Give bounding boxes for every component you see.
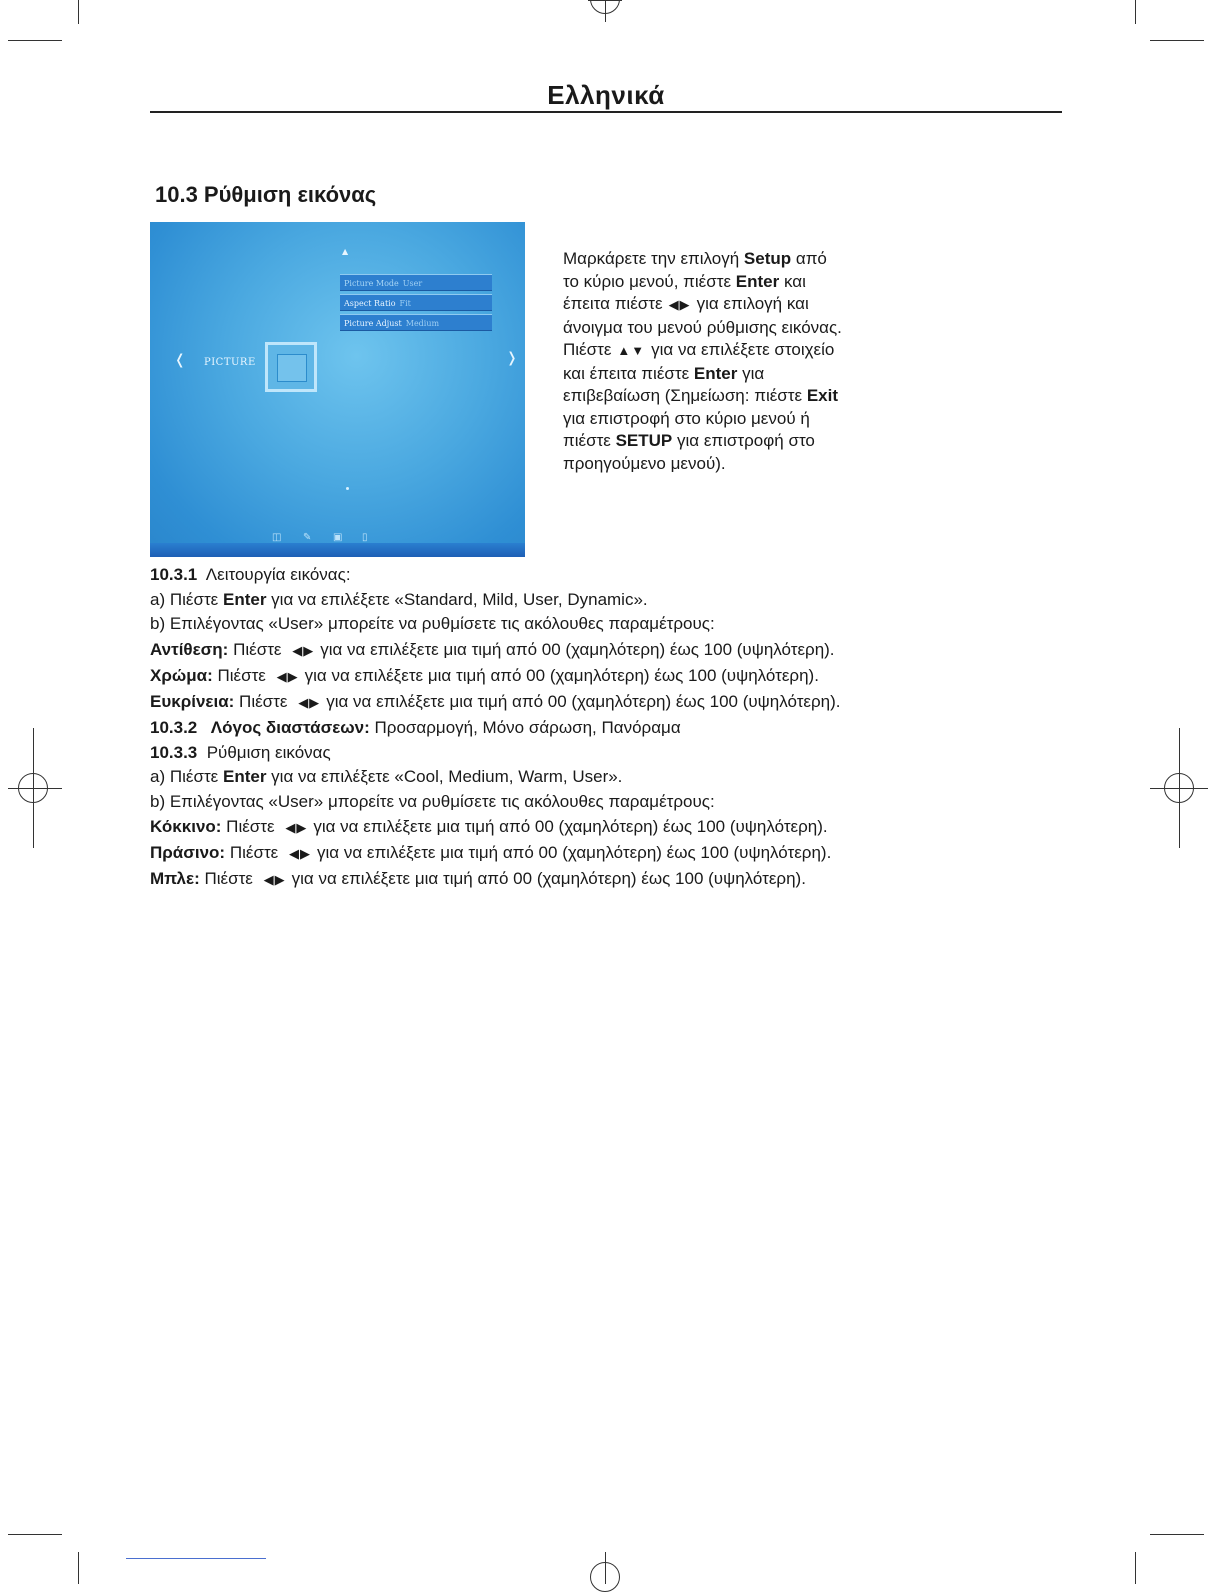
registration-mark: [18, 773, 48, 803]
crop-mark: [1135, 1552, 1136, 1584]
bottom-icon: ✎: [303, 532, 312, 543]
bottom-icon: ◫: [272, 532, 282, 543]
crop-mark: [78, 1552, 79, 1584]
crop-mark: [1135, 0, 1136, 24]
bottom-icon: ▯: [362, 532, 368, 543]
left-right-arrows-icon: ◀▶: [298, 694, 321, 710]
menu-item-picture-mode: Picture Mode User: [340, 274, 492, 291]
screen-dot: [346, 487, 349, 490]
left-right-arrows-icon: ◀▶: [285, 820, 308, 835]
registration-mark: [590, 0, 620, 14]
registration-mark: [590, 1562, 620, 1592]
crop-mark: [588, 0, 622, 1]
section-title: 10.3 Ρύθμιση εικόνας: [155, 182, 377, 207]
picture-label: PICTURE: [204, 357, 256, 368]
registration-mark: [1164, 773, 1194, 803]
sharpness-line: Ευκρίνεια: Πιέστε ◀▶ για να επιλέξετε μια τιμή από 00 (χαμηλότερη) έως 100 (υψηλότερη).: [150, 691, 841, 711]
crop-mark: [8, 40, 62, 41]
screen-bottom-bar: [150, 543, 525, 557]
left-right-arrows-icon: ◀▶: [292, 642, 315, 658]
left-right-arrows-icon: ◀▶: [668, 297, 691, 312]
tv-menu-screenshot: [150, 222, 525, 557]
green-line: Πράσινο: Πιέστε ◀▶ για να επιλέξετε μια τιμή από 00 (χαμηλότερη) έως 100 (υψηλότερη).: [150, 843, 832, 862]
header-rule: [150, 111, 1062, 113]
crop-mark: [78, 0, 79, 24]
instruction-paragraph: Μαρκάρετε την επιλογή Setup από το κύριο μενού, πιέστε Enter και έπειτα πιέστε ◀▶ για επιλογή και άνοιγμα του μενού ρύθμισης εικόνας. Πιέστε ▲▼ για να επιλέξετε στοιχείο και έπειτα πιέστε Enter για επιβεβαίωση (Σημείωση: πιέστε Exit για επιστροφή στο κύριο μενού ή πιέστε SETUP για επιστροφή στο προηγούμενο μενού).: [563, 249, 842, 473]
left-arrow-icon: ❬: [174, 352, 186, 368]
blue-line: Μπλε: Πιέστε ◀▶ για να επιλέξετε μια τιμή από 00 (χαμηλότερη) έως 100 (υψηλότερη).: [150, 869, 806, 888]
settings-description: 10.3.1 Λειτουργία εικόνας: a) Πιέστε Enter για να επιλέξετε «Standard, Mild, User, Dynamic». b) Επιλέγοντας «User» μπορείτε να ρυθμίσετε τις ακόλουθες παραμέτρους: Αντίθεση: Πιέστε ◀▶ για να επιλέξετε μια τιμή από 00 (χαμηλότερη) έως 100 (υψηλότερη). Χρώμα: Πιέστε ◀▶ για να επιλέξετε μια τιμή από 00 (χαμηλότερη) έως 100 (υψηλότερη). Ευκρίνεια: Πιέστε ◀▶ για να επιλέξετε μια τιμή από 00 (χαμηλότερη) έως 100 (υψηλότερη). 10.3.2 Λόγος διαστάσεων: Προσαρμογή, Μόνο σάρωση, Πανόραμα 10.3.3 Ρύθμιση εικόνας a) Πιέστε Enter για να επιλέξετε «Cool, Medium, Warm, User». b) Επιλέγοντας «User» μπορείτε να ρυθμίσετε τις ακόλουθες παραμέτρους: Κόκκινο: Πιέστε ◀▶ για να επιλέξετε μια τιμή από 00 (χαμηλότερη) έως 100 (υψηλότερη). Πράσινο: Πιέστε ◀▶ για να επιλέξετε μια τιμή από 00 (χαμηλότερη) έως 100 (υψηλότερη). Μπλε: Πιέστε ◀▶ για να επιλέξετε μια τιμή από 00 (χαμηλότερη) έως 100 (υψηλότερη).: [150, 563, 1070, 892]
left-right-arrows-icon: ◀▶: [288, 846, 311, 861]
language-title: Ελληνικά: [547, 80, 665, 110]
subsection-heading: 10.3.1 Λειτουργία εικόνας:: [150, 565, 351, 584]
menu-item-picture-adjust: Picture Adjust Medium: [340, 314, 492, 331]
footer-line: [126, 1558, 266, 1559]
subsection-heading: 10.3.2 Λόγος διαστάσεων: Προσαρμογή, Μόνο σάρωση, Πανόραμα: [150, 717, 681, 737]
picture-icon: [265, 342, 317, 392]
contrast-line: Αντίθεση: Πιέστε ◀▶ για να επιλέξετε μια τιμή από 00 (χαμηλότερη) έως 100 (υψηλότερη).: [150, 639, 835, 659]
up-arrow-icon: ▲: [342, 247, 349, 256]
bottom-icon: ▣: [333, 532, 343, 543]
crop-mark: [1150, 1534, 1204, 1535]
left-right-arrows-icon: ◀▶: [263, 872, 286, 887]
subsection-heading: 10.3.3 Ρύθμιση εικόνας: [150, 742, 331, 762]
right-arrow-icon: ❭: [506, 350, 518, 366]
left-right-arrows-icon: ◀▶: [276, 668, 299, 684]
red-line: Κόκκινο: Πιέστε ◀▶ για να επιλέξετε μια τιμή από 00 (χαμηλότερη) έως 100 (υψηλότερη).: [150, 817, 828, 836]
crop-mark: [8, 1534, 62, 1535]
menu-item-aspect-ratio: Aspect Ratio Fit: [340, 294, 492, 311]
up-down-arrows-icon: ▲▼: [617, 343, 646, 358]
color-line: Χρώμα: Πιέστε ◀▶ για να επιλέξετε μια τιμή από 00 (χαμηλότερη) έως 100 (υψηλότερη).: [150, 665, 819, 685]
crop-mark: [1150, 40, 1204, 41]
